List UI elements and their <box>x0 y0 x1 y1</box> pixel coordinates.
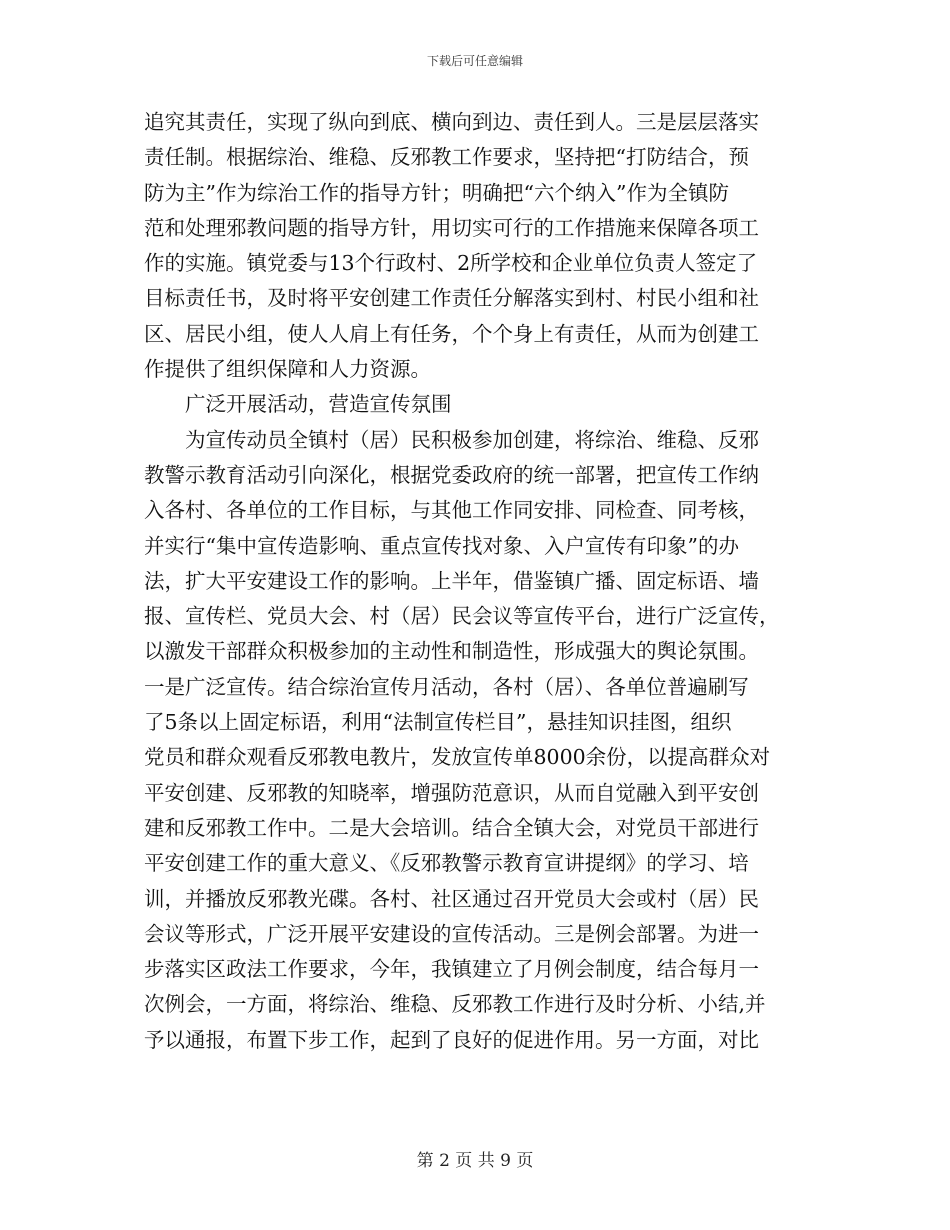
text-line: 为宣传动员全镇村（居）民积极参加创建，将综治、维稳、反邪 <box>185 427 759 452</box>
text-line: 训，并播放反邪教光碟。各村、社区通过召开党员大会或村（居）民 <box>144 886 759 911</box>
text-line: 作提供了组织保障和人力资源。 <box>144 357 431 382</box>
text-line: 一是广泛宣传。结合综治宣传月活动，各村（居）、各单位普遍刷写 <box>144 674 749 699</box>
header-note: 下载后可任意编辑 <box>426 54 523 68</box>
text-line: 区、居民小组，使人人肩上有任务，个个身上有责任，从而为创建工 <box>144 321 759 346</box>
text-line: 次例会，一方面，将综治、维稳、反邪教工作进行及时分析、小结,并 <box>144 992 766 1017</box>
text-line: 报、宣传栏、党员大会、村（居）民会议等宣传平台，进行广泛宣传， <box>144 604 780 629</box>
text-line: 作的实施。镇党委与13个行政村、2所学校和企业单位负责人签定了 <box>144 251 758 276</box>
text-line: 追究其责任，实现了纵向到底、横向到边、责任到人。三是层层落实 <box>144 110 759 134</box>
document-body <box>144 105 808 1058</box>
text-line: 会议等形式，广泛开展平安建设的宣传活动。三是例会部署。为进一 <box>144 921 759 946</box>
text-line: 防为主”作为综治工作的指导方针；明确把“六个纳入”作为全镇防 <box>144 180 729 205</box>
text-line: 法，扩大平安建设工作的影响。上半年，借鉴镇广播、固定标语、墙 <box>144 568 759 593</box>
text-line: 平安创建工作的重大意义、《反邪教警示教育宣讲提纲》的学习、培 <box>144 851 749 876</box>
text-line: 予以通报，布置下步工作，起到了良好的促进作用。另一方面，对比 <box>144 1027 759 1052</box>
text-line: 建和反邪教工作中。二是大会培训。结合全镇大会，对党员干部进行 <box>144 815 759 840</box>
text-line: 并实行“集中宣传造影响、重点宣传找对象、入户宣传有印象”的办 <box>144 533 739 558</box>
text-line: 了5条以上固定标语，利用“法制宣传栏目”，悬挂知识挂图，组织 <box>144 710 732 735</box>
text-line: 党员和群众观看反邪教电教片，发放宣传单8000余份，以提高群众对 <box>144 745 771 770</box>
text-line: 以激发干部群众积极参加的主动性和制造性，形成强大的舆论氛围。 <box>144 639 759 664</box>
text-line: 平安创建、反邪教的知晓率，增强防范意识，从而自觉融入到平安创 <box>144 780 759 805</box>
text-line: 教警示教育活动引向深化，根据党委政府的统一部署，把宣传工作纳 <box>144 462 759 487</box>
text-line: 步落实区政法工作要求，今年，我镇建立了月例会制度，结合每月一 <box>144 957 759 982</box>
text-line: 广泛开展活动，营造宣传氛围 <box>185 392 452 417</box>
text-line: 责任制。根据综治、维稳、反邪教工作要求，坚持把“打防结合，预 <box>144 145 749 170</box>
text-line: 范和处理邪教问题的指导方针，用切实可行的工作措施来保障各项工 <box>144 215 759 240</box>
text-line: 目标责任书，及时将平安创建工作责任分解落实到村、村民小组和社 <box>144 286 759 311</box>
text-line: 入各村、各单位的工作目标，与其他工作同安排、同检查、同考核， <box>144 498 759 523</box>
page-number-footer: 第 2 页 共 9 页 <box>416 1151 534 1171</box>
